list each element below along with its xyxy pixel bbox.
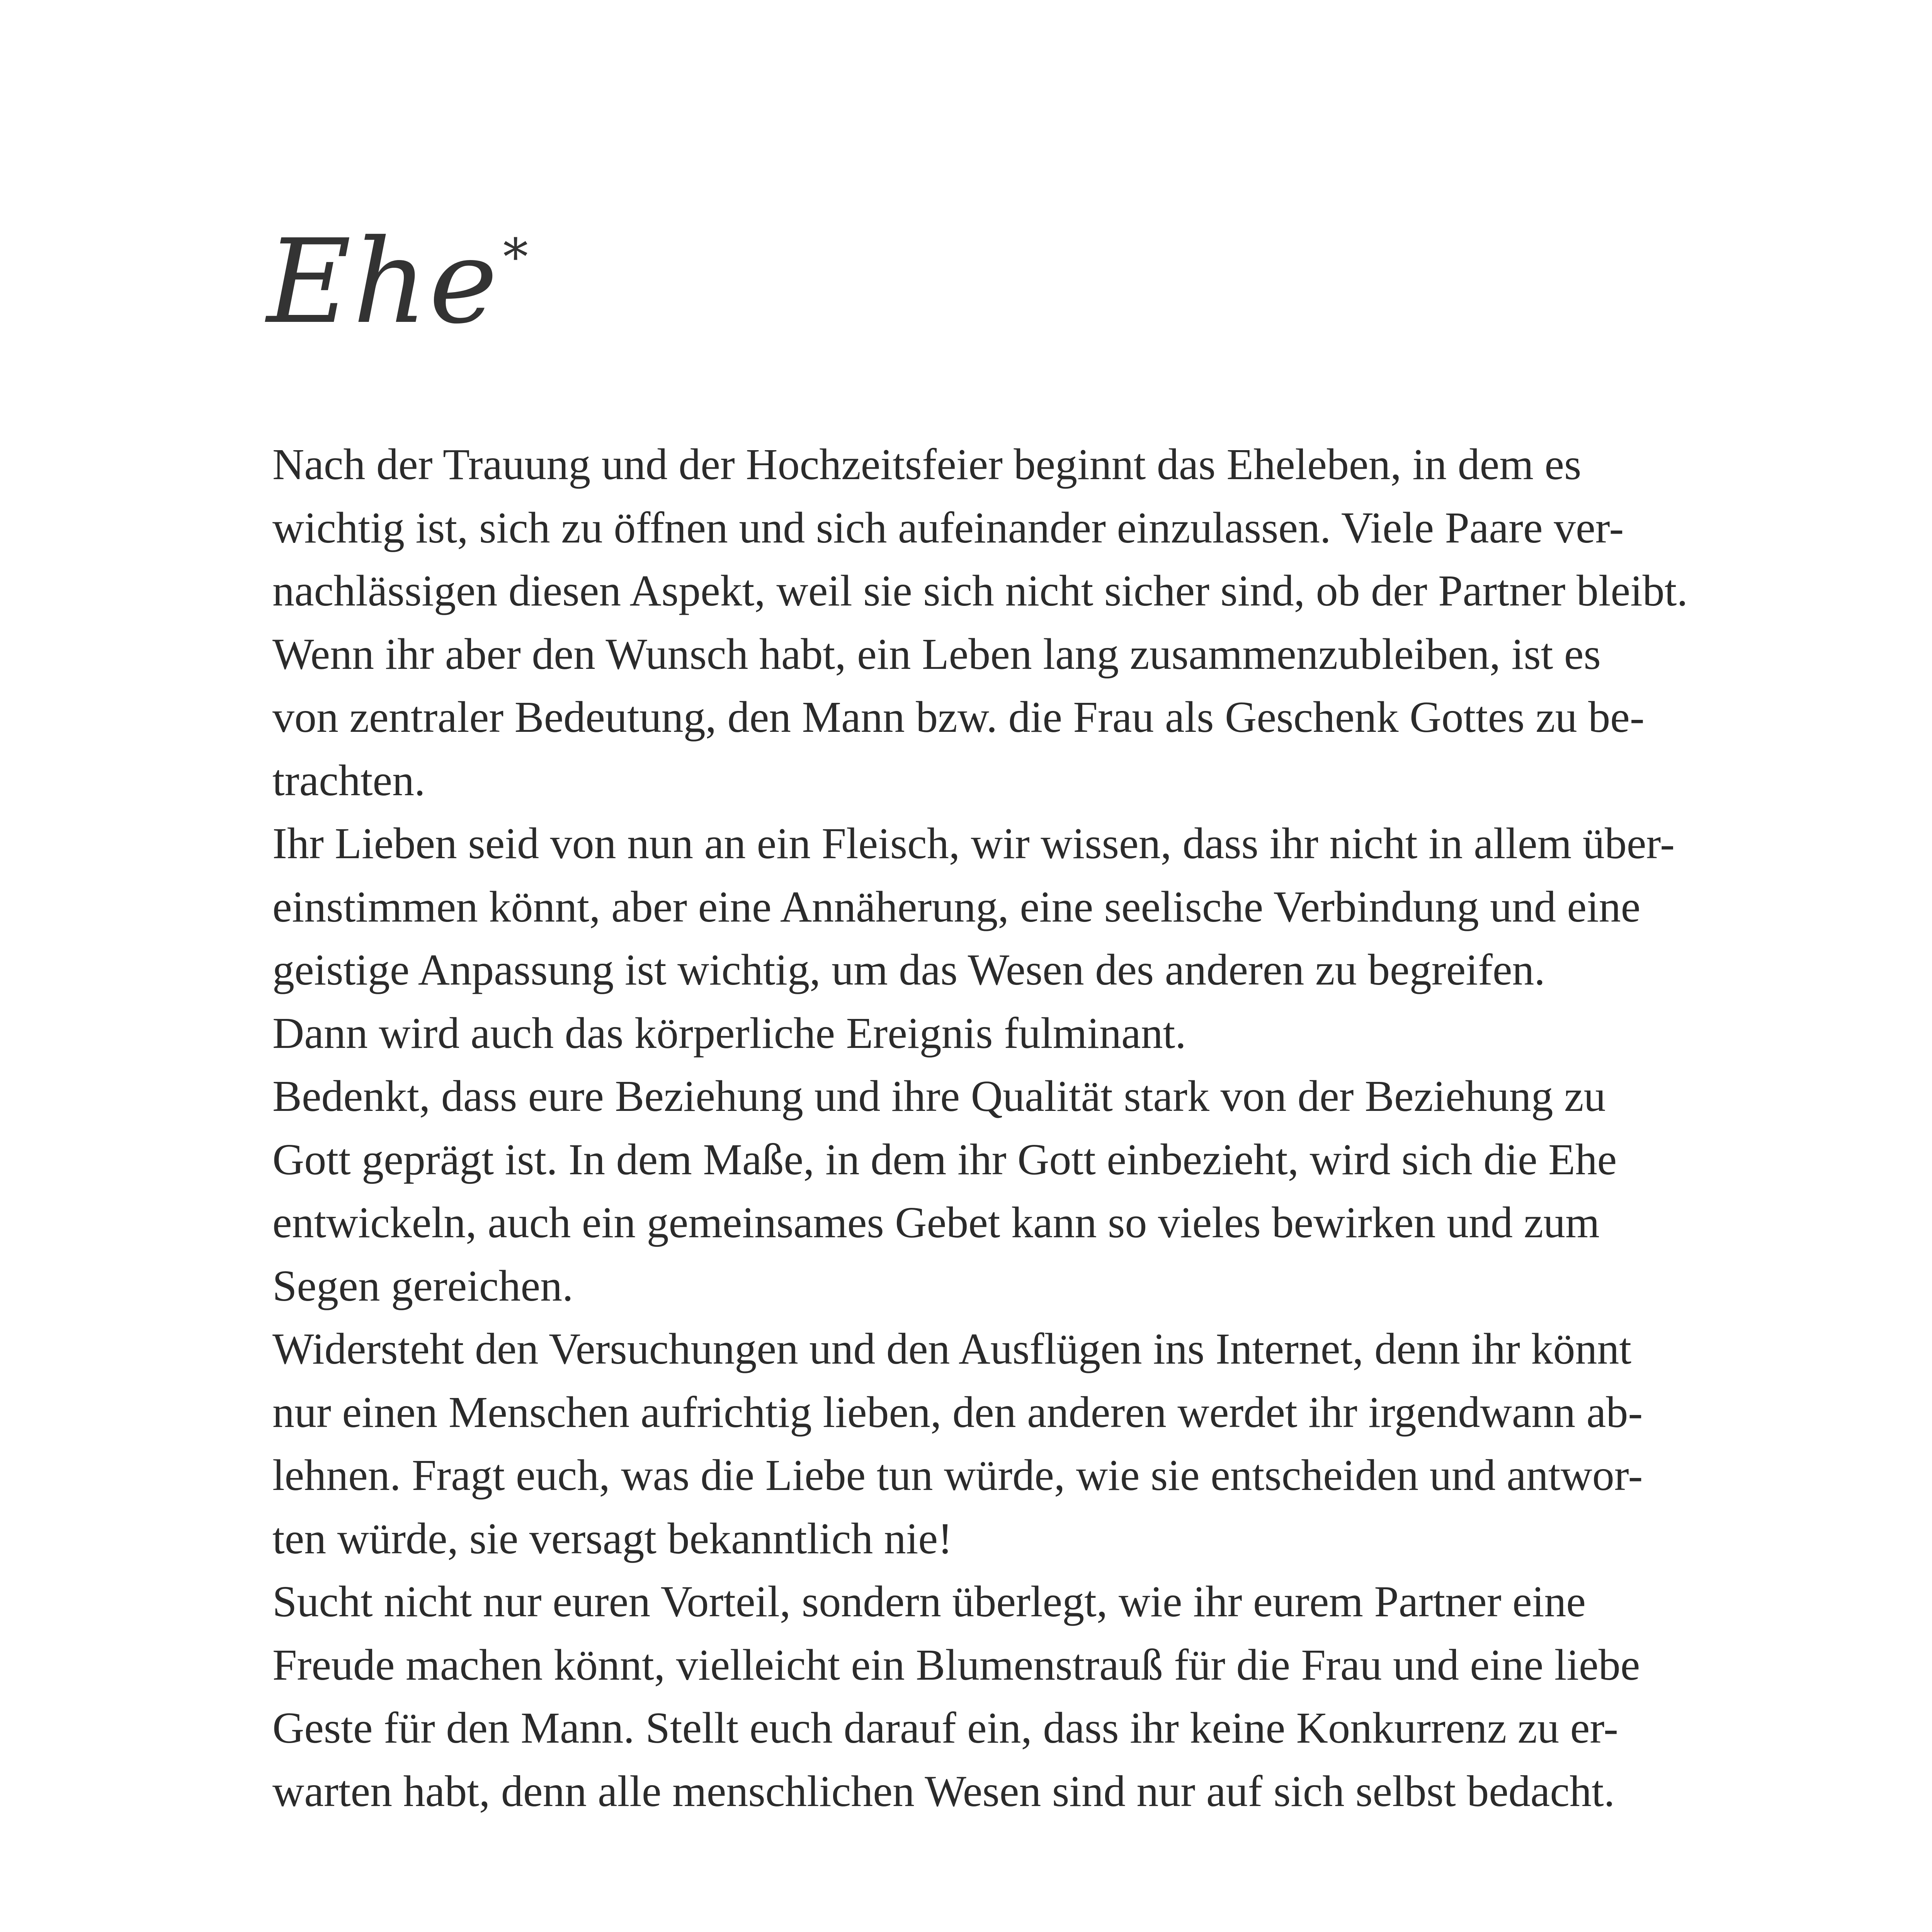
body-line: Dann wird auch das körperliche Ereignis fulminant. <box>272 1008 1186 1058</box>
body-text <box>272 433 1725 1823</box>
body-line: Segen gereichen. <box>272 1261 573 1310</box>
body-line: einstimmen könnt, aber eine Annäherung, eine seelische Verbindung und eine <box>272 882 1641 931</box>
body-line: Geste für den Mann. Stellt euch darauf ein, dass ihr keine Konkurrenz zu er- <box>272 1703 1618 1752</box>
body-line: Wenn ihr aber den Wunsch habt, ein Leben lang zusammenzubleiben, ist es <box>272 629 1601 679</box>
body-line: nur einen Menschen aufrichtig lieben, den anderen werdet ihr irgendwann ab- <box>272 1387 1643 1437</box>
body-line: wichtig ist, sich zu öffnen und sich aufeinander einzulassen. Viele Paare ver- <box>272 503 1624 552</box>
body-line: Sucht nicht nur euren Vorteil, sondern überlegt, wie ihr eurem Partner eine <box>272 1577 1586 1626</box>
body-line: von zentraler Bedeutung, den Mann bzw. die Frau als Geschenk Gottes zu be- <box>272 692 1645 742</box>
body-line: trachten. <box>272 755 425 805</box>
body-line: Nach der Trauung und der Hochzeitsfeier beginnt das Eheleben, in dem es <box>272 440 1582 489</box>
title-text: Ehe <box>267 214 499 349</box>
body-line: Freude machen könnt, vielleicht ein Blumenstrauß für die Frau und eine liebe <box>272 1640 1640 1689</box>
body-line: warten habt, denn alle menschlichen Wesen sind nur auf sich selbst bedacht. <box>272 1766 1615 1816</box>
page-title <box>267 214 530 349</box>
body-line: lehnen. Fragt euch, was die Liebe tun würde, wie sie entscheiden und antwor- <box>272 1451 1643 1500</box>
body-line: Bedenkt, dass eure Beziehung und ihre Qualität stark von der Beziehung zu <box>272 1071 1606 1121</box>
body-line: Gott geprägt ist. In dem Maße, in dem ihr Gott einbezieht, wird sich die Ehe <box>272 1134 1617 1184</box>
body-line: nachlässigen diesen Aspekt, weil sie sich nicht sicher sind, ob der Partner bleibt. <box>272 566 1688 615</box>
body-line: ten würde, sie versagt bekanntlich nie! <box>272 1514 953 1563</box>
body-line: Ihr Lieben seid von nun an ein Fleisch, wir wissen, dass ihr nicht in allem über- <box>272 819 1675 868</box>
body-line: Widersteht den Versuchungen und den Ausflügen ins Internet, denn ihr könnt <box>272 1324 1632 1373</box>
body-line: entwickeln, auch ein gemeinsames Gebet kann so vieles bewirken und zum <box>272 1198 1600 1247</box>
title-footnote-marker: * <box>503 228 530 286</box>
body-line: geistige Anpassung ist wichtig, um das Wesen des anderen zu begreifen. <box>272 945 1545 994</box>
